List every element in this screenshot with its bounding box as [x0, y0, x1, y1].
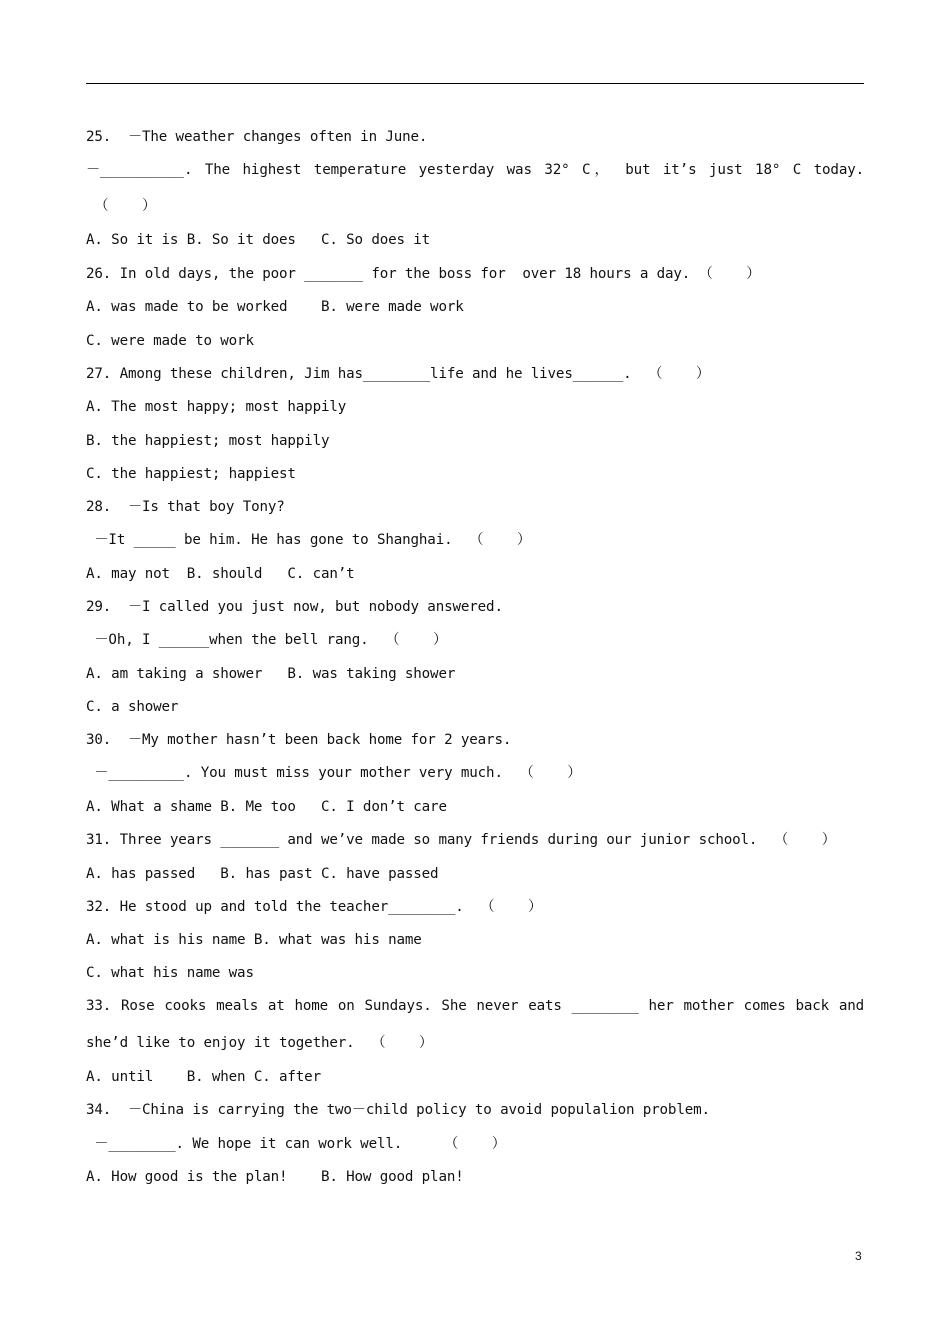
question-25: 25. －The weather changes often in June.: [86, 129, 428, 145]
question-27: 27. Among these children, Jim has________life and he lives______. （ ）: [86, 366, 710, 382]
question-34: 34. －China is carrying the two－child policy to avoid populalion problem.: [86, 1102, 710, 1118]
question-34-reply: －________. We hope it can work well. （ ）: [86, 1136, 506, 1152]
question-33: 33. Rose cooks meals at home on Sundays. She never eats ________ her mother comes back and: [86, 998, 864, 1014]
options-30: A. What a shame B. Me too C. I don’t care: [86, 799, 447, 815]
option-27-b: B. the happiest; most happily: [86, 433, 330, 449]
header-rule: [86, 83, 864, 84]
option-27-c: C. the happiest; happiest: [86, 466, 296, 482]
options-29-ab: A. am taking a shower B. was taking shower: [86, 666, 456, 682]
options-32-c: C. what his name was: [86, 965, 254, 981]
options-29-c: C. a shower: [86, 699, 179, 715]
options-34: A. How good is the plan! B. How good plan!: [86, 1169, 464, 1185]
options-26-ab: A. was made to be worked B. were made work: [86, 299, 464, 315]
question-28-reply: －It _____ be him. He has gone to Shanghai. （ ）: [86, 532, 531, 548]
options-28: A. may not B. should C. can’t: [86, 566, 355, 582]
options-33: A. until B. when C. after: [86, 1069, 321, 1085]
question-32: 32. He stood up and told the teacher________. （ ）: [86, 899, 543, 915]
question-29: 29. －I called you just now, but nobody answered.: [86, 599, 503, 615]
options-32-ab: A. what is his name B. what was his name: [86, 932, 422, 948]
options-31: A. has passed B. has past C. have passed: [86, 866, 439, 882]
question-30: 30. －My mother hasn’t been back home for 2 years.: [86, 732, 512, 748]
options-26-c: C. were made to work: [86, 333, 254, 349]
question-28: 28. －Is that boy Tony?: [86, 499, 285, 515]
page-number: 3: [855, 1249, 862, 1263]
answer-bracket: （ ）: [86, 198, 157, 214]
question-26: 26. In old days, the poor _______ for the boss for over 18 hours a day. （ ）: [86, 266, 761, 282]
question-33-continued: she’d like to enjoy it together. （ ）: [86, 1035, 433, 1051]
options-25: A. So it is B. So it does C. So does it: [86, 232, 431, 248]
question-25-answer-line: －__________. The highest temperature yesterday was 32° C， but it’s just 18° C today.: [86, 162, 864, 178]
question-30-reply: －_________. You must miss your mother very much. （ ）: [86, 765, 582, 781]
question-29-reply: －Oh, I ______when the bell rang. （ ）: [86, 632, 447, 648]
option-27-a: A. The most happy; most happily: [86, 399, 347, 415]
question-31: 31. Three years _______ and we’ve made so many friends during our junior school. （ ）: [86, 832, 836, 848]
